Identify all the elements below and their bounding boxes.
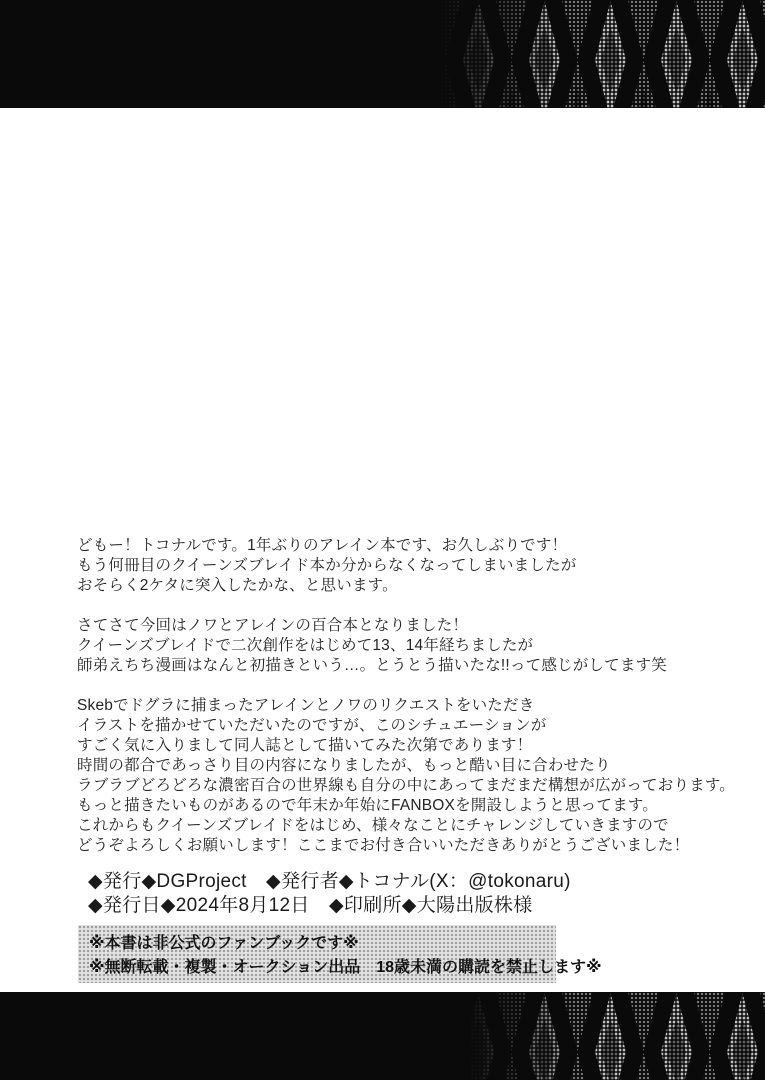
colophon-publisher-line: ◆発行◆DGProject ◆発行者◆トコナル(X：@tokonaru): [88, 871, 571, 892]
afterword-line: 師弟えちち漫画はなんと初描きという…。とうとう描いたな!!って感じがしてます笑: [77, 657, 667, 674]
disclaimer-box: [78, 925, 602, 983]
colophon: [88, 870, 728, 918]
afterword-line: Skebでドグラに捕まったアレインとノワのリクエストをいただき: [77, 697, 535, 714]
footer-art-band: [0, 992, 765, 1080]
colophon-date-line: ◆発行日◆2024年8月12日 ◆印刷所◆大陽出版株様: [88, 895, 533, 916]
afterword-line: さてさて今回はノワとアレインの百合本となりました！: [77, 617, 469, 634]
afterword-line: すごく気に入りまして同人誌として描いてみた次第であります！: [77, 737, 533, 754]
footer-fade: [468, 992, 578, 1080]
afterword-line: もっと描きたいものがあるので年末か年始にFANBOXを開設しようと思ってます。: [77, 797, 658, 814]
afterword-line: イラストを描かせていただいたのですが、このシチュエーションが: [77, 717, 547, 734]
afterword-line: もう何冊目のクイーンズブレイド本か分からなくなってしまいましたが: [77, 557, 577, 574]
afterword-line: どもー！トコナルです。1年ぶりのアレイン本です、お久しぶりです！: [77, 537, 568, 554]
afterword-line: ラブラブどろどろな濃密百合の世界線も自分の中にあってまだまだ構想が広がっております。: [77, 777, 736, 794]
afterword-line: 時間の都合であっさり目の内容になりましたが、もっと酷い目に合わせたり: [77, 757, 611, 774]
afterword-line: これからもクイーンズブレイドをはじめ、様々なことにチャレンジしていきますので: [77, 817, 669, 834]
afterword-paragraph: [77, 696, 737, 856]
afterword-paragraph: [77, 616, 737, 676]
afterword-text: [77, 536, 737, 876]
header-fade: [438, 0, 558, 108]
afterword-paragraph: [77, 536, 737, 596]
header-art-band: [0, 0, 765, 108]
afterword-line: おそらく2ケタに突入したかな、と思います。: [77, 577, 398, 594]
afterword-line: クイーンズブレイドで二次創作をはじめて13、14年経ちましたが: [77, 637, 534, 654]
afterword-line: どうぞよろしくお願いします！ここまでお付き合いいただきありがとうございました！: [77, 837, 690, 854]
disclaimer-line-1: ※本書は非公式のファンブックです※: [89, 935, 359, 952]
disclaimer-line-2: ※無断転載・複製・オークション出品 18歳未満の購読を禁止します※: [89, 959, 602, 976]
